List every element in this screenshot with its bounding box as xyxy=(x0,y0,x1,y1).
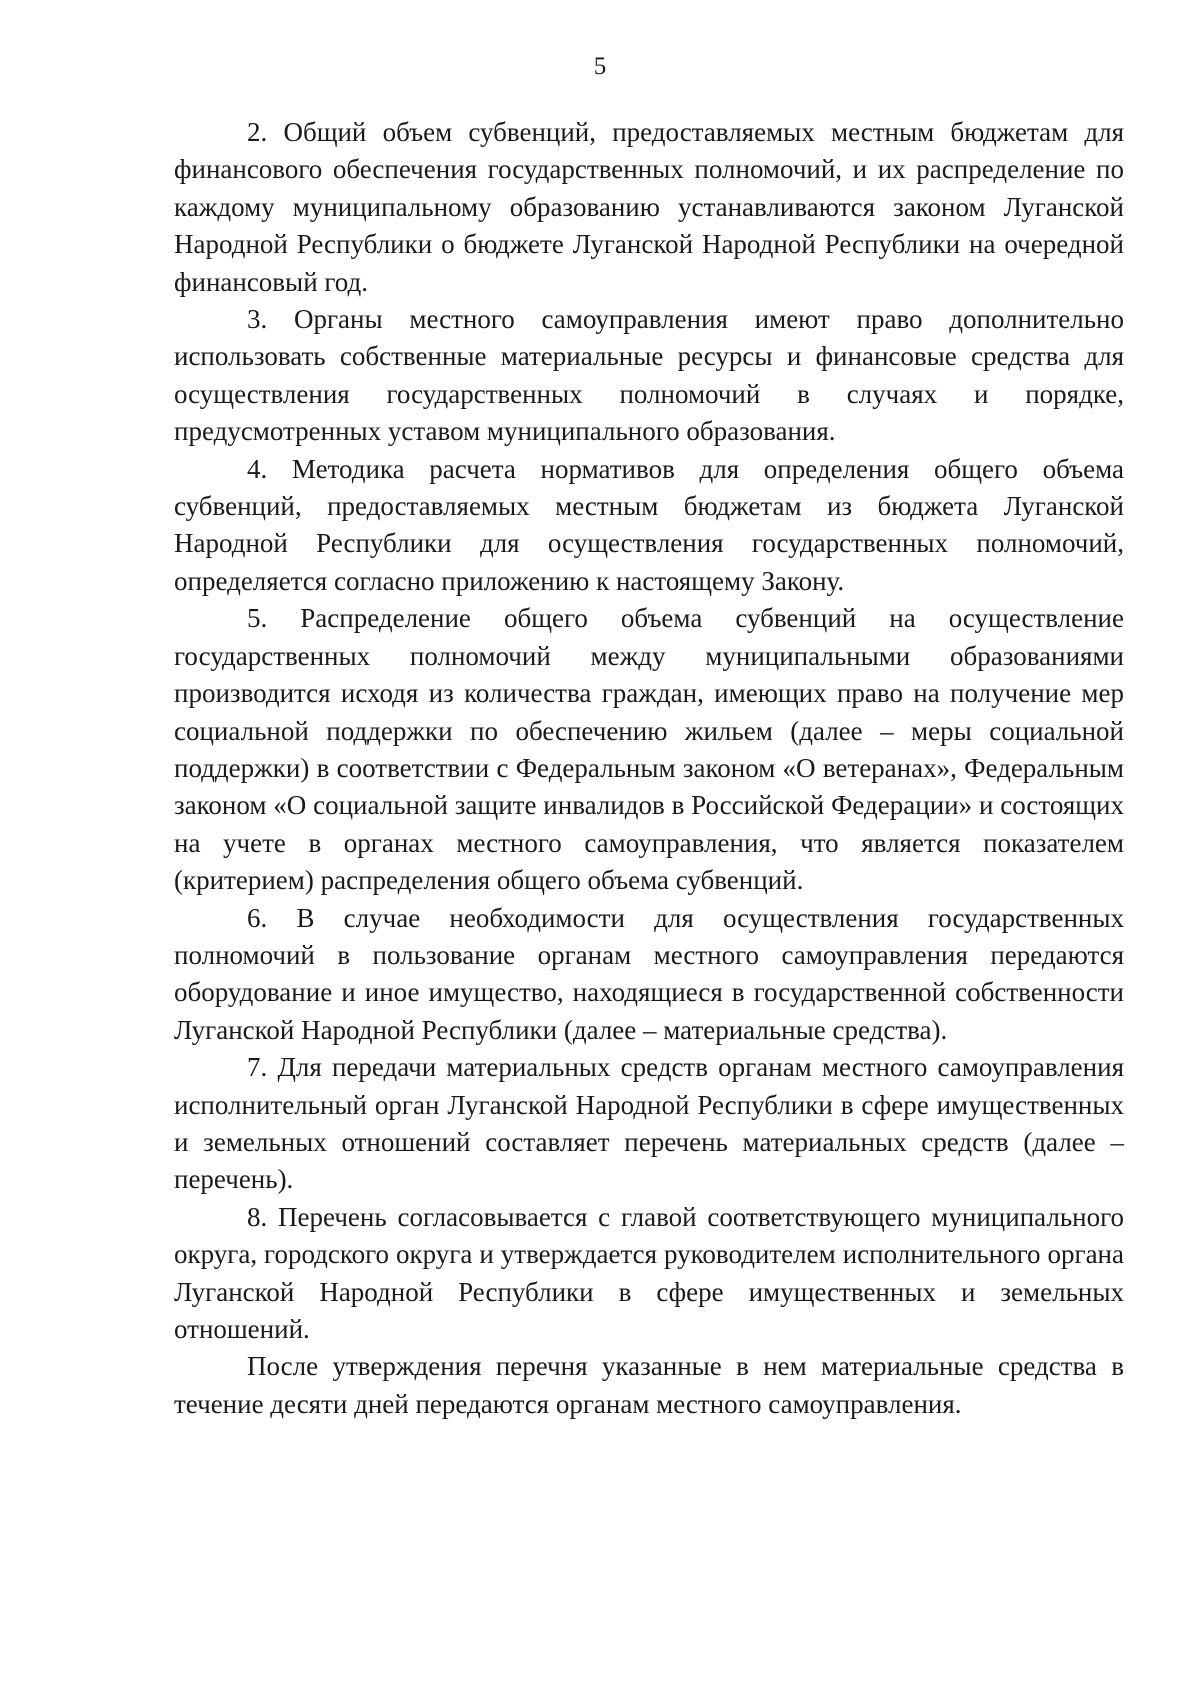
paragraph-6: 6. В случае необходимости для осуществления государственных полномочий в пользование органам местного самоуправления передаются оборудование и иное имущество, находящиеся в государственной собственности Луганской Народной Республики (далее – материальные средства). xyxy=(174,902,1124,1045)
paragraph-8: 8. Перечень согласовывается с главой соответствующего муниципального округа, городского округа и утверждается руководителем исполнительного органа Луганской Народной Республики в сфере имущественных и земельных отношений. xyxy=(174,1201,1124,1344)
paragraph-3: 3. Органы местного самоуправления имеют право дополнительно использовать собственные материальные ресурсы и финансовые средства для осуществления государственных полномочий в случаях и порядке, предусмотренных уставом муниципального образования. xyxy=(174,304,1124,447)
paragraph-5: 5. Распределение общего объема субвенций на осуществление государственных полномочий между муниципальными образованиями производится исходя из количества граждан, имеющих право на получение мер социальной поддержки по обеспечению жильем (далее – меры социальной поддержки) в соответствии с Федеральным законом «О ветеранах», Федеральным законом «О социальной защите инвалидов в Российской Федерации» и состоящих на учете в органах местного самоуправления, что является показателем (критерием) распределения общего объема субвенций. xyxy=(174,603,1124,896)
document-body xyxy=(174,114,1124,1423)
paragraph-8-continuation: После утверждения перечня указанные в нем материальные средства в течение десяти дней передаются органам местного самоуправления. xyxy=(174,1351,1124,1419)
paragraph-7: 7. Для передачи материальных средств органам местного самоуправления исполнительный орган Луганской Народной Республики в сфере имущественных и земельных отношений составляет перечень материальных средств (далее – перечень). xyxy=(174,1052,1124,1195)
paragraph-4: 4. Методика расчета нормативов для определения общего объема субвенций, предоставляемых местным бюджетам из бюджета Луганской Народной Республики для осуществления государственных полномочий, определяется согласно приложению к настоящему Закону. xyxy=(174,453,1124,596)
page-number: 5 xyxy=(593,53,607,80)
paragraph-2: 2. Общий объем субвенций, предоставляемых местным бюджетам для финансового обеспечения государственных полномочий, и их распределение по каждому муниципальному образованию устанавливаются законом Луганской Народной Республики о бюджете Луганской Народной Республики на очередной финансовый год. xyxy=(174,117,1124,297)
